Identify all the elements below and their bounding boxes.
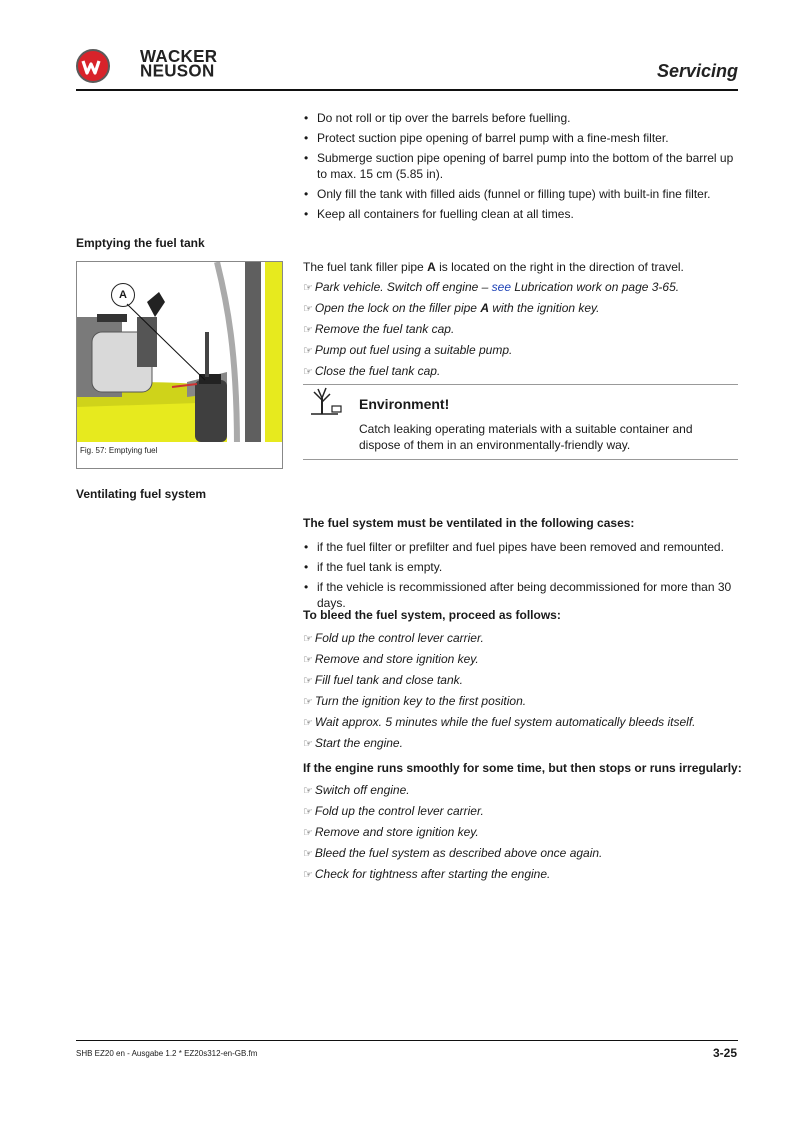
- list-item: • if the fuel filter or prefilter and fuel pipes have been removed and remounted.: [304, 540, 724, 554]
- list-item: • Submerge suction pipe opening of barrel pump into the bottom of the barrel up to max. 15 cm (5.85 in).: [304, 151, 734, 181]
- header-rule: [76, 89, 738, 91]
- step-item: ☞ Park vehicle. Switch off engine – see Lubrication work on page 3-65.: [303, 280, 680, 294]
- bleed-heading: To bleed the fuel system, proceed as follows:: [303, 608, 561, 622]
- step-item: ☞ Wait approx. 5 minutes while the fuel system automatically bleeds itself.: [303, 715, 696, 729]
- pointing-hand-icon: ☞: [303, 345, 313, 357]
- step-item: ☞ Fold up the control lever carrier.: [303, 631, 484, 645]
- footer-rule: [76, 1040, 738, 1041]
- pointing-hand-icon: ☞: [303, 366, 313, 378]
- step-item: ☞ Open the lock on the filler pipe A with the ignition key.: [303, 301, 600, 315]
- step-item: ☞ Turn the ignition key to the first position.: [303, 694, 527, 708]
- footer-document-id: SHB EZ20 en - Ausgabe 1.2 * EZ20s312-en-GB.fm: [76, 1049, 258, 1058]
- list-item: • Do not roll or tip over the barrels before fuelling.: [304, 111, 571, 125]
- emptying-fuel-figure: [76, 261, 283, 469]
- environment-body: Catch leaking operating materials with a suitable container and dispose of them in an environmentally-friendly way.: [359, 422, 693, 452]
- fuelling-rules-list: [303, 110, 739, 226]
- callout-a: A: [111, 283, 135, 307]
- emptying-steps: [303, 279, 679, 384]
- pointing-hand-icon: ☞: [303, 633, 313, 645]
- see-link[interactable]: see: [491, 280, 511, 294]
- callout-leader-line: [77, 262, 282, 468]
- emptying-heading: Emptying the fuel tank: [76, 236, 205, 250]
- brand-logo-icon: [76, 49, 110, 83]
- pointing-hand-icon: ☞: [303, 282, 313, 294]
- step-item: ☞ Check for tightness after starting the engine.: [303, 867, 551, 881]
- step-item: ☞ Fill fuel tank and close tank.: [303, 673, 463, 687]
- irregular-heading: If the engine runs smoothly for some time, but then stops or runs irregularly:: [303, 761, 742, 775]
- list-item: • Protect suction pipe opening of barrel pump with a fine-mesh filter.: [304, 131, 669, 145]
- pointing-hand-icon: ☞: [303, 717, 313, 729]
- step-item: ☞ Bleed the fuel system as described above once again.: [303, 846, 603, 860]
- brand-line-1: WACKER: [140, 46, 218, 67]
- step-item: ☞ Fold up the control lever carrier.: [303, 804, 484, 818]
- pointing-hand-icon: ☞: [303, 675, 313, 687]
- environment-title: Environment!: [359, 396, 450, 412]
- pointing-hand-icon: ☞: [303, 827, 313, 839]
- cases-heading: The fuel system must be ventilated in the following cases:: [303, 516, 635, 530]
- pointing-hand-icon: ☞: [303, 696, 313, 708]
- environment-top-rule: [303, 384, 738, 385]
- ventilating-heading: Ventilating fuel system: [76, 487, 207, 501]
- environment-bottom-rule: [303, 459, 738, 460]
- irregular-steps: [303, 782, 602, 887]
- brand-line-2: NEUSON: [140, 60, 215, 81]
- bleed-steps: [303, 630, 696, 756]
- pointing-hand-icon: ☞: [303, 869, 313, 881]
- pointing-hand-icon: ☞: [303, 324, 313, 336]
- step-item: ☞ Remove and store ignition key.: [303, 652, 479, 666]
- pointing-hand-icon: ☞: [303, 738, 313, 750]
- pointing-hand-icon: ☞: [303, 848, 313, 860]
- step-item: ☞ Remove and store ignition key.: [303, 825, 479, 839]
- list-item: • if the fuel tank is empty.: [304, 560, 443, 574]
- step-item: ☞ Start the engine.: [303, 736, 403, 750]
- pointing-hand-icon: ☞: [303, 806, 313, 818]
- pointing-hand-icon: ☞: [303, 654, 313, 666]
- list-item: • Only fill the tank with filled aids (funnel or filling tupe) with built-in fine filter.: [304, 187, 711, 201]
- figure-caption: Fig. 57: Emptying fuel: [80, 446, 158, 455]
- pointing-hand-icon: ☞: [303, 785, 313, 797]
- step-item: ☞ Close the fuel tank cap.: [303, 364, 441, 378]
- step-item: ☞ Switch off engine.: [303, 783, 410, 797]
- page-number: 3-25: [713, 1046, 738, 1060]
- list-item: • Keep all containers for fuelling clean at all times.: [304, 207, 574, 221]
- cases-list: [303, 539, 739, 615]
- step-item: ☞ Pump out fuel using a suitable pump.: [303, 343, 513, 357]
- brand-name: [140, 46, 218, 81]
- list-item: • if the vehicle is recommissioned after being decommissioned for more than 30 days.: [304, 580, 732, 610]
- section-title: Servicing: [656, 61, 738, 81]
- pointing-hand-icon: ☞: [303, 303, 313, 315]
- emptying-intro: The fuel tank filler pipe A is located on the right in the direction of travel.: [303, 260, 684, 274]
- step-item: ☞ Remove the fuel tank cap.: [303, 322, 455, 336]
- tree-environment-icon: [308, 386, 348, 416]
